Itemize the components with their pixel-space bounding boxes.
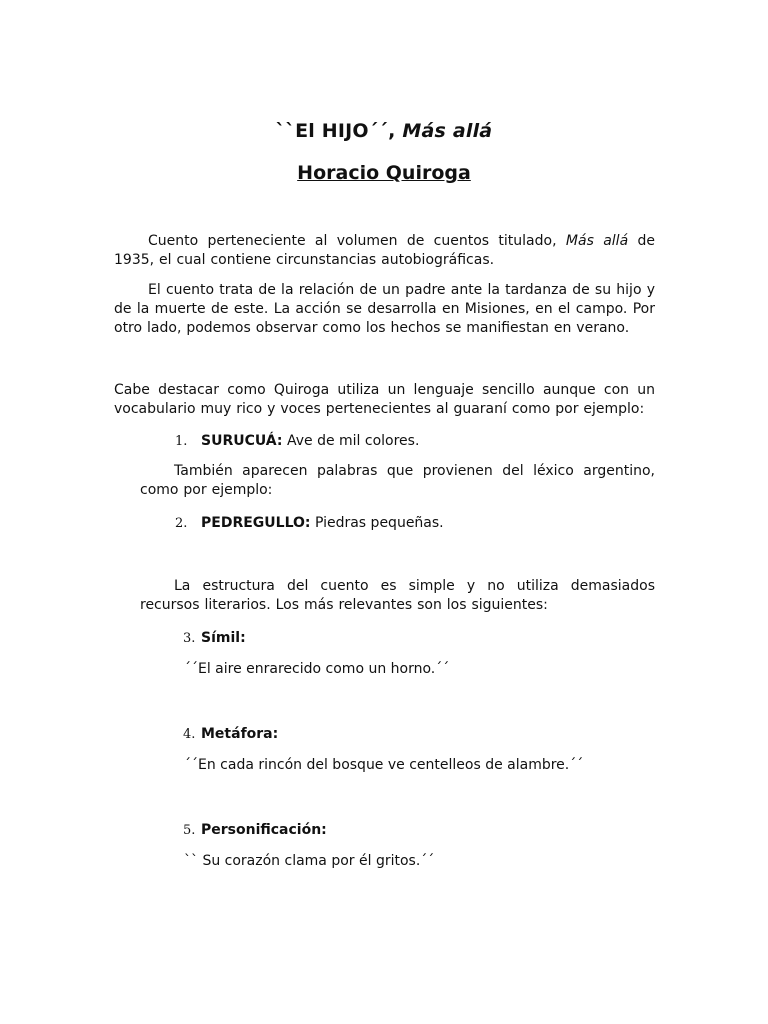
list-item: [183, 629, 246, 648]
item-definition: Ave de mil colores.: [282, 433, 420, 449]
paragraph-language: Cabe destacar como Quiroga utiliza un lenguaje sencillo aunque con un vocabulario muy rico y voces pertenecientes al guaraní como por ejemplo:: [114, 382, 655, 417]
title-text: ``El HIJO´´,: [275, 120, 403, 142]
paragraph-intro: [114, 232, 655, 270]
title-italic-text: Más allá: [402, 120, 493, 142]
paragraph-structure: La estructura del cuento es simple y no utiliza demasiados recursos literarios. Los más relevantes son los siguientes:: [140, 578, 655, 613]
item-number: 1.: [175, 434, 188, 449]
item-definition: Piedras pequeñas.: [310, 515, 444, 531]
paragraph-intro-start: Cuento perteneciente al volumen de cuentos titulado,: [148, 233, 566, 249]
item-term: Personificación:: [201, 822, 327, 838]
example-quote: `` Su corazón clama por él gritos.´´: [184, 853, 435, 869]
paragraph-lexicon: También aparecen palabras que provienen del léxico argentino, como por ejemplo:: [140, 463, 655, 498]
list-item: [175, 514, 444, 533]
paragraph-intro-end: de 1935, el cual contiene circunstancias autobiográficas.: [114, 233, 656, 268]
item-term: Símil:: [201, 630, 246, 646]
item-number: 5.: [183, 823, 196, 838]
list-item: [175, 432, 419, 451]
example-quote: ´´En cada rincón del bosque ve centelleos de alambre.´´: [184, 757, 584, 773]
item-number: 4.: [183, 727, 196, 742]
volume-title: Más allá: [565, 233, 629, 249]
item-number: 2.: [175, 516, 188, 531]
list-item: [183, 821, 327, 840]
item-term: PEDREGULLO:: [201, 515, 311, 531]
example-quote: ´´El aire enrarecido como un horno.´´: [184, 661, 450, 677]
item-term: SURUCUÁ:: [201, 433, 283, 449]
list-item: [183, 725, 278, 744]
item-number: 3.: [183, 631, 196, 646]
document-title: [0, 120, 768, 142]
item-term: Metáfora:: [201, 726, 279, 742]
paragraph-plot: El cuento trata de la relación de un padre ante la tardanza de su hijo y de la muerte de este. La acción se desarrolla en Misiones, en el campo. Por otro lado, podemos observar como los hechos se manifiestan en verano.: [114, 282, 655, 336]
author-name: Horacio Quiroga: [297, 162, 471, 184]
